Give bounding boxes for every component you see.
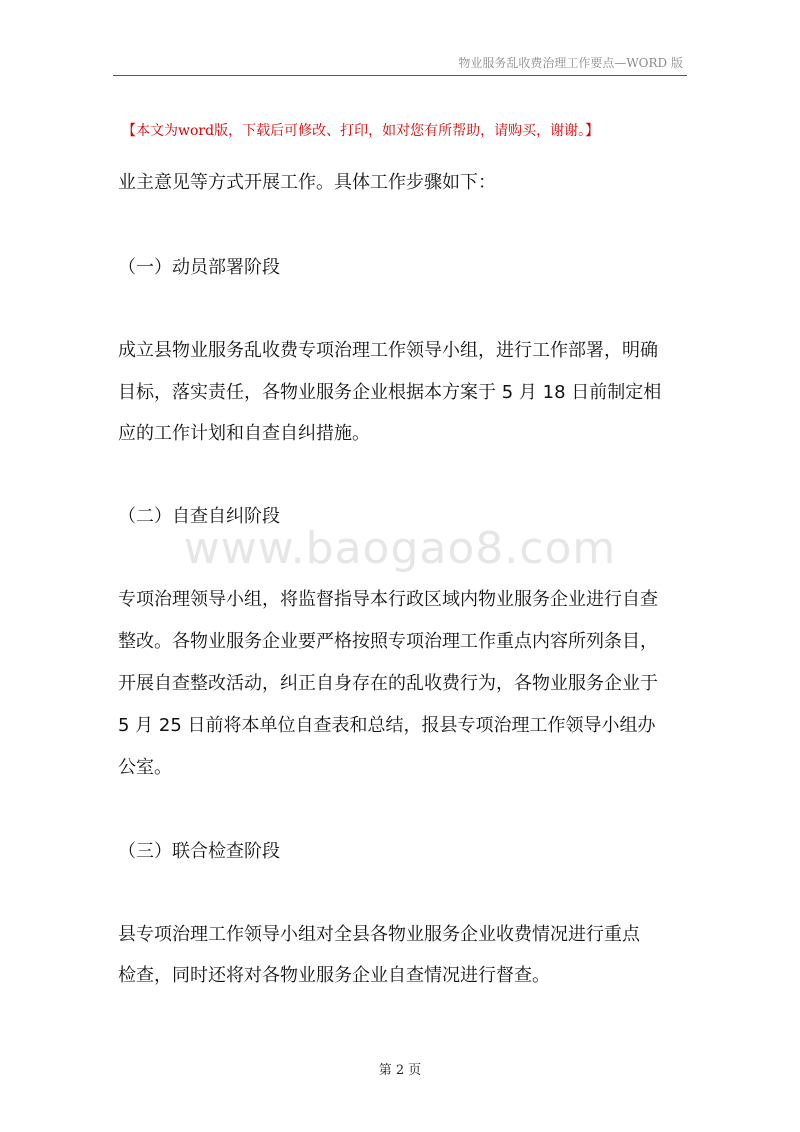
paragraph-line: 成立县物业服务乱收费专项治理工作领导小组，进行工作部署，明确 — [118, 340, 658, 361]
paragraph-line: 应的工作计划和自查自纠措施。 — [118, 423, 370, 444]
paragraph-line: 县专项治理工作领导小组对全县各物业服务企业收费情况进行重点 — [118, 924, 640, 945]
section-heading-2: （二）自查自纠阶段 — [118, 506, 280, 527]
download-notice: 【本文为word版，下载后可修改、打印，如对您有所帮助，请购买，谢谢。】 — [122, 123, 600, 139]
running-header: 物业服务乱收费治理工作要点—WORD 版 — [458, 56, 683, 70]
watermark: www.baogao8.com — [183, 523, 617, 574]
paragraph-line: 目标，落实责任，各物业服务企业根据本方案于 5 月 18 日前制定相 — [118, 382, 662, 403]
section-heading-3: （三）联合检查阶段 — [118, 841, 280, 862]
paragraph-line: 5 月 25 日前将本单位自查表和总结，报县专项治理工作领导小组办 — [118, 715, 656, 736]
paragraph-line: 公室。 — [118, 757, 172, 778]
intro-paragraph: 业主意见等方式开展工作。具体工作步骤如下： — [118, 172, 496, 193]
paragraph-line: 检查，同时还将对各物业服务企业自查情况进行督查。 — [118, 965, 550, 986]
section-heading-1: （一）动员部署阶段 — [118, 257, 280, 278]
paragraph-line: 开展自查整改活动，纠正自身存在的乱收费行为，各物业服务企业于 — [118, 673, 658, 694]
paragraph-line: 整改。各物业服务企业要严格按照专项治理工作重点内容所列条目， — [118, 631, 658, 652]
page-number: 第 2 页 — [378, 1063, 422, 1078]
paragraph-line: 专项治理领导小组，将监督指导本行政区域内物业服务企业进行自查 — [118, 589, 658, 610]
header-divider — [113, 75, 687, 76]
